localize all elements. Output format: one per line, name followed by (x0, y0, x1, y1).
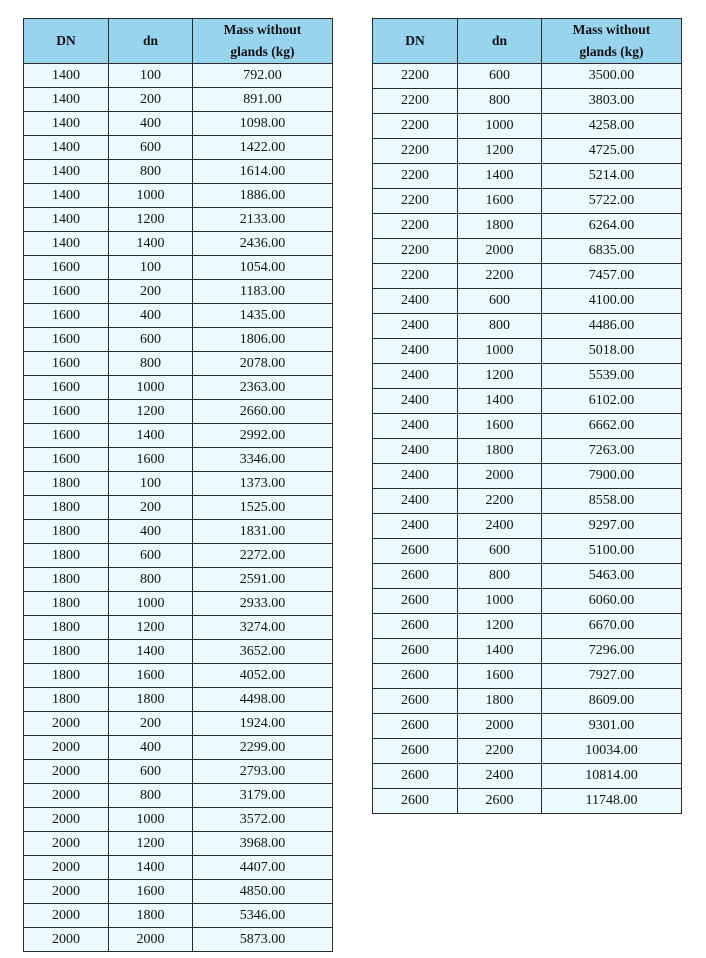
dn-upper-cell: 2000 (24, 712, 109, 736)
mass-cell: 8558.00 (542, 489, 682, 514)
dn-lower-cell: 1800 (109, 688, 193, 712)
table-row (24, 664, 333, 688)
table-row (24, 88, 333, 112)
dn-upper-cell: 2400 (373, 339, 458, 364)
table-row (24, 928, 333, 952)
dn-upper-cell: 2200 (373, 89, 458, 114)
mass-cell: 4052.00 (193, 664, 333, 688)
dn-lower-cell: 1800 (458, 214, 542, 239)
table-row (373, 139, 682, 164)
dn-upper-header: DN (24, 19, 109, 64)
table-row (373, 489, 682, 514)
dn-lower-cell: 1200 (458, 139, 542, 164)
dn-upper-cell: 1400 (24, 232, 109, 256)
dn-upper-header: DN (373, 19, 458, 64)
dn-upper-cell: 1400 (24, 64, 109, 88)
mass-cell: 7296.00 (542, 639, 682, 664)
dn-lower-cell: 1400 (109, 424, 193, 448)
mass-cell: 3500.00 (542, 64, 682, 89)
dn-upper-cell: 2600 (373, 789, 458, 814)
dn-lower-cell: 2200 (458, 264, 542, 289)
dn-upper-cell: 2200 (373, 64, 458, 89)
dn-upper-cell: 1400 (24, 208, 109, 232)
mass-header-line1: Mass without (223, 22, 302, 37)
dn-lower-cell: 1200 (109, 832, 193, 856)
table-row (24, 856, 333, 880)
mass-cell: 9301.00 (542, 714, 682, 739)
table-row (373, 689, 682, 714)
table-row (24, 880, 333, 904)
table-row (24, 592, 333, 616)
mass-cell: 3968.00 (193, 832, 333, 856)
dn-lower-cell: 100 (109, 64, 193, 88)
dn-lower-cell: 2200 (458, 739, 542, 764)
dn-upper-cell: 2000 (24, 832, 109, 856)
dn-upper-cell: 2200 (373, 264, 458, 289)
mass-cell: 7263.00 (542, 439, 682, 464)
dn-upper-cell: 2000 (24, 736, 109, 760)
dn-upper-cell: 1600 (24, 304, 109, 328)
mass-cell: 2133.00 (193, 208, 333, 232)
dn-upper-cell: 1800 (24, 496, 109, 520)
mass-cell: 1183.00 (193, 280, 333, 304)
dn-lower-cell: 200 (109, 280, 193, 304)
mass-header-line2: glands (kg) (579, 44, 644, 59)
mass-cell: 1831.00 (193, 520, 333, 544)
mass-cell: 4850.00 (193, 880, 333, 904)
mass-cell: 6060.00 (542, 589, 682, 614)
dn-upper-cell: 1400 (24, 88, 109, 112)
table-row (24, 328, 333, 352)
dn-upper-cell: 1800 (24, 688, 109, 712)
mass-cell: 6662.00 (542, 414, 682, 439)
table-row (24, 376, 333, 400)
dn-upper-cell: 1600 (24, 376, 109, 400)
table-row (373, 64, 682, 89)
table-row (373, 714, 682, 739)
table-row (24, 304, 333, 328)
dn-upper-cell: 1800 (24, 544, 109, 568)
dn-upper-cell: 1600 (24, 280, 109, 304)
table-row (24, 904, 333, 928)
dn-upper-cell: 1800 (24, 568, 109, 592)
dn-upper-cell: 2600 (373, 639, 458, 664)
table-row (24, 472, 333, 496)
table-row (373, 164, 682, 189)
dn-upper-cell: 2000 (24, 808, 109, 832)
dn-lower-cell: 2000 (458, 464, 542, 489)
dn-lower-cell: 600 (458, 289, 542, 314)
dn-upper-cell: 2600 (373, 664, 458, 689)
dn-upper-cell: 2000 (24, 760, 109, 784)
dn-lower-cell: 100 (109, 472, 193, 496)
table-row (24, 208, 333, 232)
mass-cell: 1054.00 (193, 256, 333, 280)
dn-upper-cell: 1800 (24, 640, 109, 664)
mass-cell: 5539.00 (542, 364, 682, 389)
dn-upper-cell: 2000 (24, 880, 109, 904)
dn-upper-cell: 2400 (373, 314, 458, 339)
dn-lower-cell: 1200 (109, 400, 193, 424)
table-row (24, 280, 333, 304)
dn-upper-cell: 1600 (24, 352, 109, 376)
dn-upper-cell: 2600 (373, 564, 458, 589)
mass-header-line1: Mass without (572, 22, 651, 37)
mass-cell: 2078.00 (193, 352, 333, 376)
dn-lower-cell: 600 (109, 136, 193, 160)
dn-lower-cell: 1200 (109, 208, 193, 232)
table-row (24, 736, 333, 760)
table-row (24, 544, 333, 568)
mass-table-left (23, 18, 333, 952)
table-row (373, 114, 682, 139)
mass-cell: 2272.00 (193, 544, 333, 568)
mass-cell: 6102.00 (542, 389, 682, 414)
dn-lower-header: dn (109, 19, 193, 64)
dn-upper-cell: 2200 (373, 239, 458, 264)
dn-lower-cell: 600 (109, 544, 193, 568)
dn-upper-cell: 2600 (373, 739, 458, 764)
dn-lower-cell: 2600 (458, 789, 542, 814)
dn-lower-cell: 800 (458, 564, 542, 589)
mass-cell: 6264.00 (542, 214, 682, 239)
dn-lower-cell: 800 (458, 89, 542, 114)
dn-upper-cell: 2200 (373, 164, 458, 189)
table-row (24, 520, 333, 544)
dn-upper-cell: 1600 (24, 424, 109, 448)
table-row (24, 448, 333, 472)
mass-cell: 6670.00 (542, 614, 682, 639)
mass-cell: 3572.00 (193, 808, 333, 832)
table-row (373, 314, 682, 339)
dn-lower-cell: 1600 (458, 414, 542, 439)
dn-upper-cell: 1400 (24, 112, 109, 136)
dn-upper-cell: 2200 (373, 189, 458, 214)
dn-lower-cell: 400 (109, 520, 193, 544)
dn-lower-cell: 1200 (458, 614, 542, 639)
table-row (373, 189, 682, 214)
table-row (373, 464, 682, 489)
mass-cell: 792.00 (193, 64, 333, 88)
mass-cell: 7927.00 (542, 664, 682, 689)
dn-upper-cell: 2600 (373, 589, 458, 614)
table-row (24, 832, 333, 856)
mass-cell: 3346.00 (193, 448, 333, 472)
dn-lower-cell: 800 (458, 314, 542, 339)
table-row (24, 256, 333, 280)
mass-cell: 5873.00 (193, 928, 333, 952)
table-row (373, 364, 682, 389)
table-row (373, 514, 682, 539)
dn-lower-cell: 1600 (109, 880, 193, 904)
dn-lower-cell: 2000 (458, 714, 542, 739)
mass-cell: 2299.00 (193, 736, 333, 760)
table-row (24, 184, 333, 208)
mass-cell: 1886.00 (193, 184, 333, 208)
dn-upper-cell: 2000 (24, 928, 109, 952)
dn-lower-cell: 600 (109, 760, 193, 784)
dn-lower-cell: 1400 (109, 232, 193, 256)
dn-upper-cell: 1600 (24, 448, 109, 472)
table-row (373, 564, 682, 589)
dn-upper-cell: 1800 (24, 520, 109, 544)
dn-lower-cell: 1000 (109, 184, 193, 208)
dn-lower-cell: 1600 (458, 664, 542, 689)
mass-cell: 1098.00 (193, 112, 333, 136)
dn-upper-cell: 1800 (24, 472, 109, 496)
mass-cell: 3803.00 (542, 89, 682, 114)
mass-cell: 5214.00 (542, 164, 682, 189)
mass-cell: 1924.00 (193, 712, 333, 736)
mass-cell: 2992.00 (193, 424, 333, 448)
dn-upper-cell: 1600 (24, 328, 109, 352)
dn-upper-cell: 1800 (24, 616, 109, 640)
mass-cell: 11748.00 (542, 789, 682, 814)
table-row (373, 439, 682, 464)
dn-lower-cell: 1000 (458, 114, 542, 139)
mass-cell: 4486.00 (542, 314, 682, 339)
dn-lower-cell: 400 (109, 736, 193, 760)
table-row (24, 568, 333, 592)
table-row (373, 539, 682, 564)
dn-upper-cell: 2000 (24, 904, 109, 928)
dn-lower-cell: 800 (109, 160, 193, 184)
mass-cell: 1614.00 (193, 160, 333, 184)
mass-cell: 2933.00 (193, 592, 333, 616)
mass-table-right (372, 18, 682, 814)
mass-cell: 4258.00 (542, 114, 682, 139)
dn-lower-cell: 200 (109, 712, 193, 736)
dn-upper-cell: 2400 (373, 389, 458, 414)
mass-header (542, 19, 682, 64)
dn-lower-cell: 2400 (458, 764, 542, 789)
mass-header (193, 19, 333, 64)
dn-lower-cell: 100 (109, 256, 193, 280)
mass-cell: 4498.00 (193, 688, 333, 712)
mass-cell: 1373.00 (193, 472, 333, 496)
dn-upper-cell: 2400 (373, 289, 458, 314)
table-header-row (24, 19, 333, 64)
dn-upper-cell: 1400 (24, 184, 109, 208)
dn-upper-cell: 2400 (373, 514, 458, 539)
dn-lower-cell: 2000 (109, 928, 193, 952)
dn-upper-cell: 1600 (24, 400, 109, 424)
dn-lower-cell: 1000 (458, 339, 542, 364)
dn-lower-cell: 800 (109, 568, 193, 592)
mass-cell: 7457.00 (542, 264, 682, 289)
table-row (373, 214, 682, 239)
table-row (373, 389, 682, 414)
dn-lower-cell: 1400 (109, 856, 193, 880)
mass-cell: 1422.00 (193, 136, 333, 160)
dn-upper-cell: 2400 (373, 414, 458, 439)
table-row (373, 664, 682, 689)
dn-lower-cell: 2000 (458, 239, 542, 264)
dn-lower-cell: 600 (109, 328, 193, 352)
dn-lower-cell: 1800 (109, 904, 193, 928)
dn-lower-cell: 1400 (458, 389, 542, 414)
mass-cell: 1806.00 (193, 328, 333, 352)
table-row (24, 424, 333, 448)
table-row (373, 764, 682, 789)
mass-cell: 4100.00 (542, 289, 682, 314)
table-row (373, 639, 682, 664)
mass-header-line2: glands (kg) (230, 44, 295, 59)
dn-lower-cell: 200 (109, 88, 193, 112)
table-row (373, 89, 682, 114)
table-row (24, 64, 333, 88)
dn-lower-cell: 1000 (109, 592, 193, 616)
table-row (24, 400, 333, 424)
mass-cell: 7900.00 (542, 464, 682, 489)
table-row (24, 136, 333, 160)
dn-lower-cell: 1400 (109, 640, 193, 664)
mass-cell: 4725.00 (542, 139, 682, 164)
dn-upper-cell: 2200 (373, 114, 458, 139)
table-row (24, 640, 333, 664)
mass-cell: 4407.00 (193, 856, 333, 880)
dn-lower-cell: 1800 (458, 689, 542, 714)
table-row (24, 112, 333, 136)
dn-lower-cell: 600 (458, 64, 542, 89)
mass-cell: 2793.00 (193, 760, 333, 784)
mass-cell: 3274.00 (193, 616, 333, 640)
mass-cell: 9297.00 (542, 514, 682, 539)
dn-upper-cell: 2400 (373, 364, 458, 389)
mass-cell: 6835.00 (542, 239, 682, 264)
mass-cell: 891.00 (193, 88, 333, 112)
mass-cell: 3179.00 (193, 784, 333, 808)
mass-table-right-body (373, 64, 682, 814)
table-row (24, 784, 333, 808)
mass-cell: 5722.00 (542, 189, 682, 214)
dn-upper-cell: 2200 (373, 214, 458, 239)
table-row (24, 160, 333, 184)
dn-upper-cell: 2600 (373, 714, 458, 739)
mass-cell: 5346.00 (193, 904, 333, 928)
table-row (24, 352, 333, 376)
dn-upper-cell: 2600 (373, 614, 458, 639)
table-row (24, 688, 333, 712)
table-row (373, 414, 682, 439)
dn-lower-cell: 1000 (109, 808, 193, 832)
table-row (373, 289, 682, 314)
dn-upper-cell: 2600 (373, 539, 458, 564)
table-row (373, 789, 682, 814)
table-row (24, 616, 333, 640)
mass-cell: 2660.00 (193, 400, 333, 424)
mass-cell: 5463.00 (542, 564, 682, 589)
dn-upper-cell: 1400 (24, 136, 109, 160)
dn-lower-cell: 1600 (109, 664, 193, 688)
dn-lower-cell: 1200 (109, 616, 193, 640)
dn-lower-cell: 1000 (109, 376, 193, 400)
dn-lower-cell: 200 (109, 496, 193, 520)
dn-lower-cell: 1400 (458, 164, 542, 189)
table-row (24, 760, 333, 784)
mass-cell: 3652.00 (193, 640, 333, 664)
mass-cell: 2363.00 (193, 376, 333, 400)
mass-cell: 5018.00 (542, 339, 682, 364)
mass-cell: 1435.00 (193, 304, 333, 328)
dn-upper-cell: 1800 (24, 664, 109, 688)
dn-lower-cell: 1800 (458, 439, 542, 464)
dn-lower-cell: 600 (458, 539, 542, 564)
table-row (373, 239, 682, 264)
mass-cell: 2591.00 (193, 568, 333, 592)
dn-lower-cell: 2400 (458, 514, 542, 539)
table-row (373, 614, 682, 639)
table-row (24, 712, 333, 736)
dn-lower-cell: 800 (109, 352, 193, 376)
dn-lower-cell: 1600 (458, 189, 542, 214)
dn-upper-cell: 2000 (24, 784, 109, 808)
table-row (373, 589, 682, 614)
dn-upper-cell: 1400 (24, 160, 109, 184)
mass-table-left-body (24, 64, 333, 952)
table-row (24, 808, 333, 832)
dn-lower-cell: 1400 (458, 639, 542, 664)
mass-cell: 2436.00 (193, 232, 333, 256)
table-row (373, 739, 682, 764)
mass-cell: 10814.00 (542, 764, 682, 789)
dn-upper-cell: 2600 (373, 764, 458, 789)
dn-lower-cell: 1000 (458, 589, 542, 614)
dn-lower-cell: 400 (109, 112, 193, 136)
dn-upper-cell: 1800 (24, 592, 109, 616)
table-row (373, 264, 682, 289)
dn-upper-cell: 1600 (24, 256, 109, 280)
mass-cell: 1525.00 (193, 496, 333, 520)
dn-lower-header: dn (458, 19, 542, 64)
dn-upper-cell: 2400 (373, 489, 458, 514)
table-row (24, 496, 333, 520)
dn-upper-cell: 2400 (373, 464, 458, 489)
table-row (373, 339, 682, 364)
mass-cell: 10034.00 (542, 739, 682, 764)
table-row (24, 232, 333, 256)
dn-upper-cell: 2000 (24, 856, 109, 880)
dn-lower-cell: 1600 (109, 448, 193, 472)
dn-lower-cell: 1200 (458, 364, 542, 389)
dn-upper-cell: 2200 (373, 139, 458, 164)
dn-upper-cell: 2400 (373, 439, 458, 464)
dn-lower-cell: 400 (109, 304, 193, 328)
mass-cell: 8609.00 (542, 689, 682, 714)
table-header-row (373, 19, 682, 64)
dn-lower-cell: 2200 (458, 489, 542, 514)
mass-cell: 5100.00 (542, 539, 682, 564)
dn-upper-cell: 2600 (373, 689, 458, 714)
dn-lower-cell: 800 (109, 784, 193, 808)
